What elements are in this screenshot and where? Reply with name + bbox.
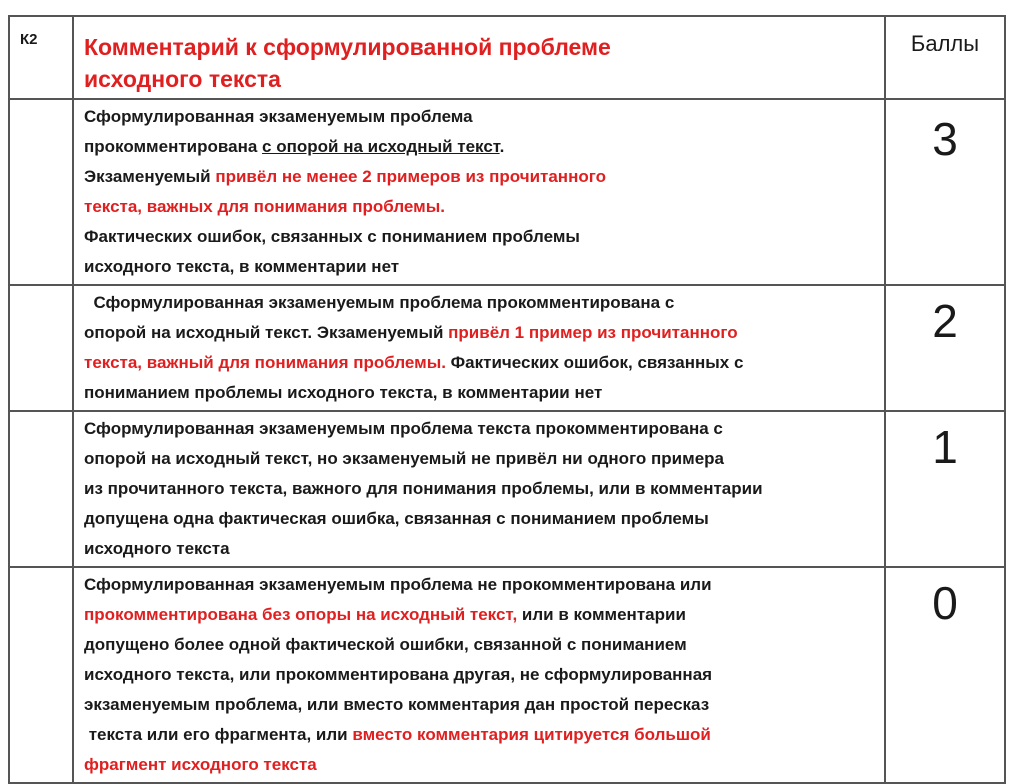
criterion-title — [73, 16, 885, 99]
description-text: исходного текста — [84, 539, 230, 558]
score-column-header: Баллы — [885, 16, 1005, 99]
description-text: допущена одна фактическая ошибка, связанная с пониманием проблемы — [84, 509, 709, 528]
description-text: исходного текста, или прокомментирована другая, не сформулированная — [84, 665, 713, 684]
empty-code-cell — [9, 99, 73, 285]
description-text: Сформулированная экзаменуемым проблема не прокомментирована или — [84, 575, 712, 594]
description-text: прокомментирована — [84, 137, 263, 156]
criteria-table — [8, 15, 1006, 784]
description-line — [84, 222, 876, 252]
description-line — [84, 660, 876, 690]
highlighted-text: текста, важных для понимания проблемы. — [84, 197, 445, 216]
highlighted-text: привёл 1 пример из прочитанного — [448, 323, 738, 342]
description-line — [84, 102, 876, 132]
empty-code-cell — [9, 567, 73, 783]
criterion-title-line-1: Комментарий к сформулированной проблеме — [84, 34, 611, 60]
description-line — [84, 132, 876, 162]
description-line — [84, 570, 876, 600]
description-line — [84, 504, 876, 534]
score-value: 1 — [885, 411, 1005, 567]
criterion-code: К2 — [9, 16, 73, 99]
description-line — [84, 192, 876, 222]
description-line — [84, 288, 876, 318]
criterion-title-line-2: исходного текста — [84, 66, 281, 92]
description-text: . — [499, 137, 505, 156]
description-line — [84, 162, 876, 192]
description-text: опорой на исходный текст. Экзаменуемый — [84, 323, 449, 342]
description-text: или в комментарии — [517, 605, 686, 624]
description-line — [84, 720, 876, 750]
header-row — [9, 16, 1005, 99]
score-value: 0 — [885, 567, 1005, 783]
description-text: текста или его фрагмента, или — [84, 725, 353, 744]
criterion-description — [73, 99, 885, 285]
description-text: экзаменуемым проблема, или вместо комментария дан простой пересказ — [84, 695, 710, 714]
criteria-row-score-3 — [9, 99, 1005, 285]
description-text: Сформулированная экзаменуемым проблема текста прокомментирована с — [84, 419, 723, 438]
description-text: исходного текста, в комментарии нет — [84, 257, 400, 276]
score-value: 3 — [885, 99, 1005, 285]
criterion-description — [73, 411, 885, 567]
description-line — [84, 252, 876, 282]
empty-code-cell — [9, 285, 73, 411]
description-line — [84, 474, 876, 504]
description-text: Экзаменуемый — [84, 167, 216, 186]
criteria-row-score-2 — [9, 285, 1005, 411]
empty-code-cell — [9, 411, 73, 567]
highlighted-text: прокомментирована без опоры на исходный текст, — [84, 605, 518, 624]
criterion-description — [73, 285, 885, 411]
description-text: из прочитанного текста, важного для понимания проблемы, или в комментарии — [84, 479, 763, 498]
score-value: 2 — [885, 285, 1005, 411]
description-line — [84, 378, 876, 408]
description-text: допущено более одной фактической ошибки, связанной с пониманием — [84, 635, 687, 654]
description-line — [84, 318, 876, 348]
underlined-text: с опорой на исходный текст — [262, 137, 500, 156]
description-text: Фактических ошибок, связанных с пониманием проблемы — [84, 227, 580, 246]
description-text: опорой на исходный текст, но экзаменуемый не привёл ни одного примера — [84, 449, 724, 468]
highlighted-text: фрагмент исходного текста — [84, 755, 317, 774]
highlighted-text: вместо комментария цитируется большой — [352, 725, 711, 744]
description-line — [84, 690, 876, 720]
description-line — [84, 444, 876, 474]
description-line — [84, 414, 876, 444]
description-line — [84, 750, 876, 780]
description-text: Сформулированная экзаменуемым проблема прокомментирована с — [84, 293, 675, 312]
criteria-row-score-1 — [9, 411, 1005, 567]
description-line — [84, 534, 876, 564]
description-line — [84, 600, 876, 630]
highlighted-text: привёл не менее 2 примеров из прочитанного — [215, 167, 606, 186]
description-text: Сформулированная экзаменуемым проблема — [84, 107, 473, 126]
criterion-description — [73, 567, 885, 783]
description-text: Фактических ошибок, связанных с — [445, 353, 744, 372]
description-line — [84, 348, 876, 378]
description-text: пониманием проблемы исходного текста, в комментарии нет — [84, 383, 603, 402]
description-line — [84, 630, 876, 660]
highlighted-text: текста, важный для понимания проблемы. — [84, 353, 446, 372]
criteria-row-score-0 — [9, 567, 1005, 783]
